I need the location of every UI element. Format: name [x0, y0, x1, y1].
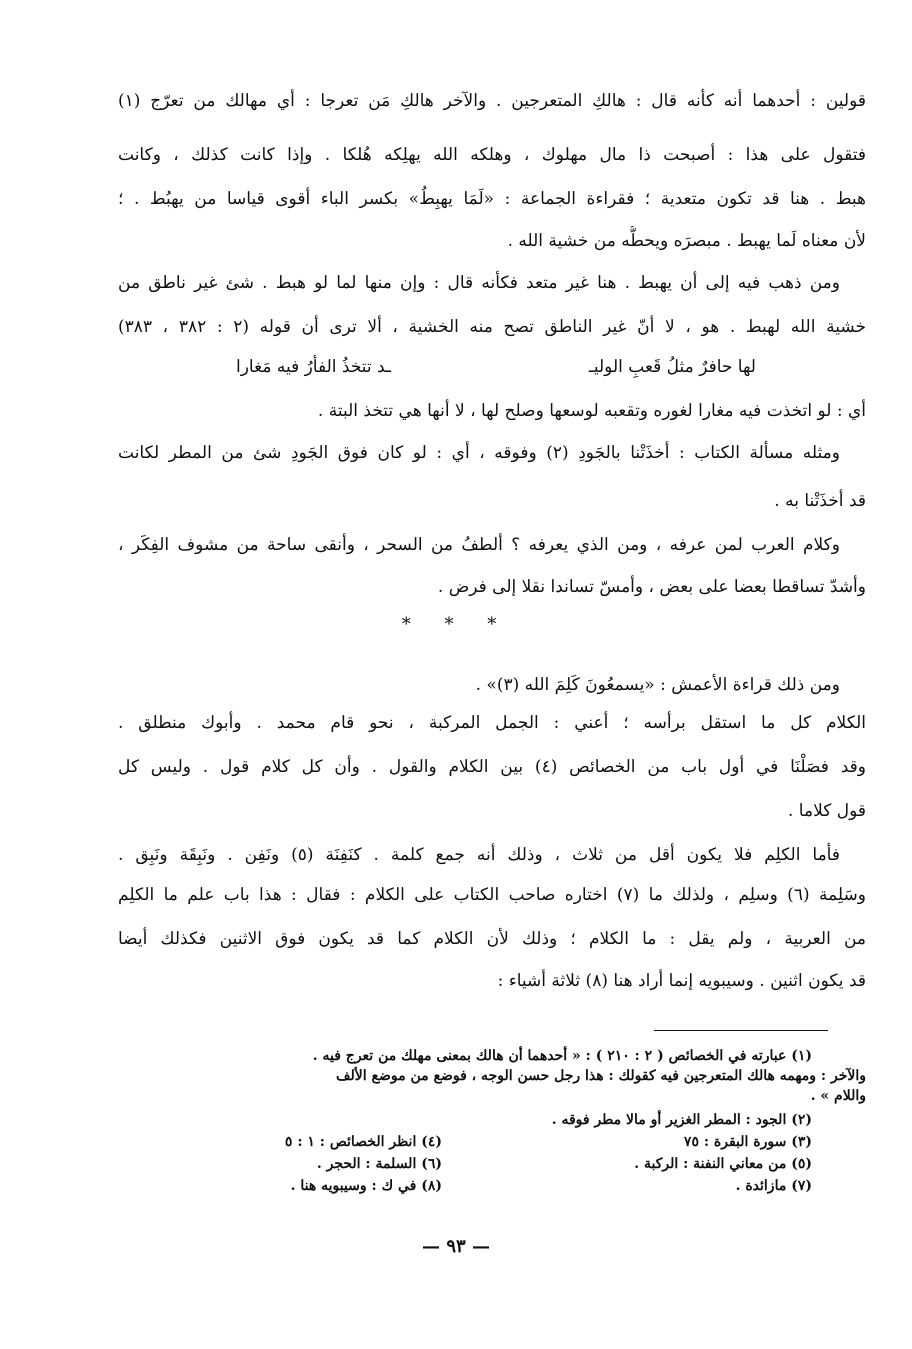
- text-line: لأن معناه لَما يهبط . مبصرَه ويحطُّه من خشية الله .: [507, 231, 866, 251]
- text-line: وسَلِمة (٦) وسلِم ، ولذلك ما (٧) اختاره صاحب الكتاب على الكلام : فقال : هذا باب علم ما الكلِم: [118, 885, 866, 905]
- text-line: هبط . هنا قد تكون متعدية ؛ فقراءة الجماعة : «لَمَا يهبِطُ» بكسر الباء أقوى قياسا من يهبُط . ؛: [118, 189, 866, 209]
- footnote-8: (٨) في ك : وسيبويه هنا .: [290, 1178, 442, 1194]
- footnote-6: (٦) السلمة : الحجر .: [316, 1156, 442, 1172]
- footnote-2: (٢) الجود : المطر الغزير أو مالا مطر فوقه .: [551, 1112, 812, 1128]
- text-line: خشية الله لهبط . هو ، لا أنّ غير الناطق تصح منه الخشية ، ألا ترى أن قوله (٢ : ٣٨٢ ، ٣٨٣): [118, 317, 866, 337]
- text-line: قول كلاما .: [788, 801, 866, 821]
- text-line: أي : لو اتخذت فيه مغارا لغوره وتقعبه لوسعها وصلح لها ، لا أنها هي تتخذ البتة .: [317, 401, 866, 421]
- section-separator: * * *: [401, 614, 511, 635]
- footnote-4: (٤) انظر الخصائص : ١ : ٥: [284, 1134, 442, 1150]
- text-line: وأشدّ تساقطا بعضا على بعض ، وأمسّ تساندا نقلا إلى فرض .: [437, 577, 866, 597]
- text-line: قد أخذَتْنا به .: [774, 491, 866, 511]
- footnote-divider: [654, 1030, 828, 1031]
- verse-hemistich-right: لها حافرٌ مثلُ قَعبِ الوليـ: [588, 357, 756, 377]
- verse: [236, 352, 756, 382]
- footnote-1-cont: والآخر : ومهمه هالك المتعرجين فيه كقولك : هذا رجل حسن الوجه ، فوضع من موضع الألف: [336, 1068, 866, 1084]
- footnote-1: (١) عبارته في الخصائص ( ٢ : ٢١٠ ) : « أحدهما أن هالك بمعنى مهلك من تعرج فيه .: [312, 1048, 812, 1064]
- verse-hemistich-left: ـد تتخذُ الفأرُ فيه مَغارا: [236, 357, 391, 377]
- text-line: ومن ذلك قراءة الأعمش : «يسمعُونَ كَلِمَ الله (٣)» .: [475, 675, 840, 695]
- page-number: — ٩٣ —: [422, 1236, 490, 1257]
- text-line: ومن ذهب فيه إلى أن يهبط . هنا غير متعد فكأنه قال : وإن منها لما لو هبط . شئ غير ناطق من: [118, 273, 840, 293]
- text-line: قد يكون اثنين . وسيبويه إنما أراد هنا (٨) ثلاثة أشياء :: [497, 971, 866, 991]
- text-line: فأما الكلِم فلا يكون أقل من ثلاث ، وذلك أنه جمع كلمة . كنَفِنَة (٥) ونَفِن . ونَبِقَة ونَبِق .: [118, 845, 840, 865]
- text-line: ومثله مسألة الكتاب : أخذَتْنا بالجَودِ (٢) وفوقه ، أي : لو كان فوق الجَودِ شئ من المطر لكانت: [118, 443, 840, 463]
- footnote-1-cont: واللام » .: [810, 1088, 866, 1104]
- text-line: فتقول على هذا : أصبحت ذا مال مهلوك ، وهلكه الله يهلِكه هُلكا . وإذا كانت كذلك ، وكانت: [118, 145, 866, 165]
- text-line: الكلام كل ما استقل برأسه ؛ أعني : الجمل المركبة ، نحو قام محمد . وأبوك منطلق .: [118, 713, 866, 733]
- footnote-3: (٣) سورة البقرة : ٧٥: [683, 1134, 812, 1150]
- text-line: وقد فصَلْنَا في أول باب من الخصائص (٤) بين الكلام والقول . وأن كل كلام قول . وليس كل: [118, 757, 866, 777]
- footnote-5: (٥) من معاني النفنة : الركبة .: [634, 1156, 812, 1172]
- text-line: وكلام العرب لمن عرفه ، ومن الذي يعرفه ؟ ألطفُ من السحر ، وأنقى ساحة من مشوف الفِكَر ،: [118, 535, 840, 555]
- text-line: من العربية ، ولم يقل : ما الكلام ؛ وذلك لأن الكلام كما قد يكون فوق الاثنين فكذلك أيضا: [118, 929, 866, 949]
- text-line: قولين : أحدهما أنه كأنه قال : هالكِ المتعرجين . والآخر هالكِ مَن تعرجا : أي مهالك من تعرّج (١): [118, 91, 866, 111]
- footnote-7: (٧) مازائدة .: [735, 1178, 812, 1194]
